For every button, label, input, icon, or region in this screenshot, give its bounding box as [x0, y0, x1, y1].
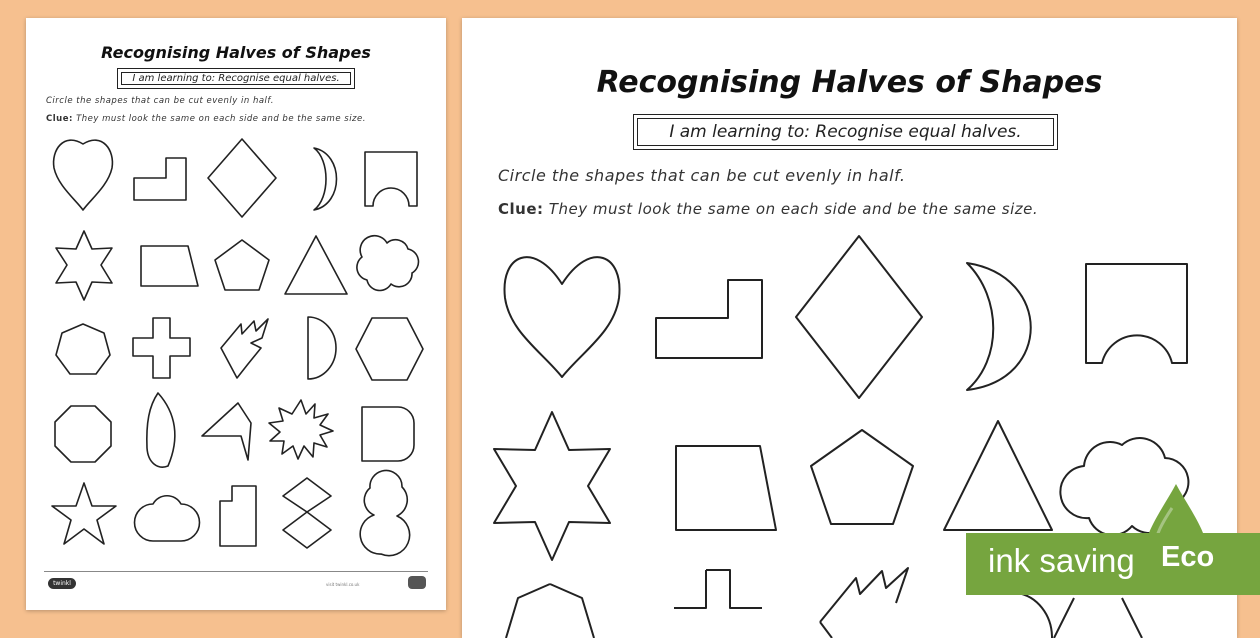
six-point-star-shape: [56, 231, 112, 300]
diamond-shape: [208, 139, 276, 217]
instruction-text: Circle the shapes that can be cut evenly in half.: [498, 166, 906, 185]
leaf-shape: [147, 393, 175, 467]
worksheet-preview-small: [26, 18, 446, 610]
semicircle-shape: [308, 317, 336, 379]
crescent-shape: [967, 263, 1031, 390]
worksheet-title: Recognising Halves of Shapes: [596, 65, 1103, 100]
learning-intention: I am learning to: Recognise equal halves.: [117, 68, 355, 89]
footer-badge-icon: [408, 576, 426, 589]
octagon-shape: [55, 406, 111, 462]
learning-intention: I am learning to: Recognise equal halves.: [633, 114, 1058, 150]
clue-text: They must look the same on each side and be the same size.: [548, 200, 1039, 218]
cross-shape: [133, 318, 190, 378]
crescent-shape: [314, 148, 337, 210]
kite-flag-shape: [202, 403, 251, 460]
triangle-shape: [285, 236, 347, 294]
zigzag-arrow-shape: [820, 568, 908, 638]
hexagon-shape: [1054, 598, 1142, 638]
l-shape: [134, 158, 186, 200]
clue-text: They must look the same on each side and be the same size.: [76, 114, 366, 124]
twinkl-logo: twinkl: [48, 578, 76, 589]
heptagon-shape: [56, 324, 110, 374]
six-point-star-shape: [494, 412, 610, 560]
heart-shape: [505, 257, 620, 377]
l-shape: [656, 280, 762, 358]
five-point-star-shape: [52, 483, 116, 544]
zigzag-arrow-shape: [221, 319, 268, 378]
arch-shape: [365, 152, 417, 206]
trapezium-shape: [676, 446, 776, 530]
clue-label: Clue:: [46, 114, 73, 124]
footer-site-text: visit twinkl.co.uk: [326, 582, 360, 587]
clue-label: Clue:: [498, 200, 544, 218]
quatrefoil-shape: [357, 236, 419, 291]
ink-saving-badge: [966, 533, 1260, 595]
footer-divider: [44, 571, 428, 572]
worksheet-title: Recognising Halves of Shapes: [101, 43, 371, 62]
pentagon-shape: [215, 240, 269, 290]
eco-label: Eco: [1161, 541, 1215, 573]
pentagon-shape: [811, 430, 913, 524]
shape-grid-small: [26, 18, 446, 610]
cross-shape: [674, 570, 762, 608]
sunburst-shape: [269, 400, 333, 459]
rounded-square-shape: [362, 407, 414, 461]
snowman-shape: [360, 470, 409, 555]
hexagon-shape: [356, 318, 423, 380]
instruction-text: Circle the shapes that can be cut evenly in half.: [46, 96, 274, 106]
double-diamond-shape: [283, 478, 331, 548]
triangle-shape: [944, 421, 1052, 530]
diamond-shape: [796, 236, 922, 398]
arch-shape: [1086, 264, 1187, 363]
heart-shape: [54, 140, 113, 210]
trapezium-shape: [141, 246, 198, 286]
semicircle-shape: [1017, 593, 1052, 638]
trefoil-shape: [135, 496, 200, 541]
ink-saving-text: ink saving: [988, 542, 1135, 579]
stepped-rectangle-shape: [220, 486, 256, 546]
